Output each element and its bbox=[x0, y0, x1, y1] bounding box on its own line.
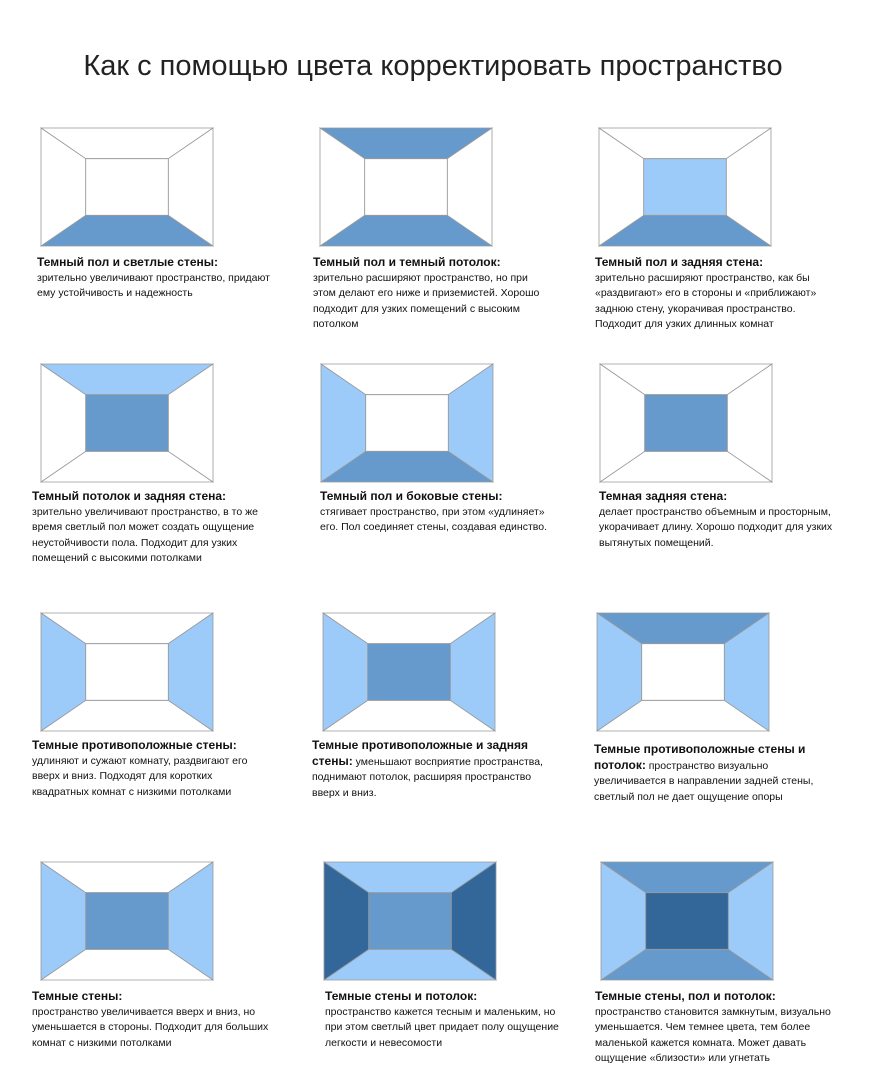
caption bbox=[325, 989, 565, 1051]
caption bbox=[595, 255, 835, 332]
room-diagram bbox=[322, 612, 496, 732]
room-diagram bbox=[40, 363, 214, 483]
caption-heading: Темный потолок и задняя стена: bbox=[32, 489, 227, 503]
caption bbox=[594, 742, 834, 805]
caption-text: пространство увеличивается вверх и вниз, но уменьшается в стороны. Подходит для больших комнат с низкими потолками bbox=[32, 1006, 269, 1049]
back-wall-surface bbox=[368, 644, 451, 701]
back-wall-surface bbox=[86, 644, 169, 701]
caption-heading: Темные противоположные стены и потолок: bbox=[594, 742, 806, 773]
room-diagram bbox=[600, 861, 774, 981]
page-title: Как с помощью цвета корректировать пространство bbox=[83, 50, 783, 82]
back-wall-surface bbox=[646, 893, 729, 950]
caption-text: уменьшают восприятие пространства, поднимают потолок, расширяя пространство вверх и вниз. bbox=[312, 756, 543, 799]
caption-heading: Темные противоположные стены: bbox=[32, 738, 237, 752]
room-diagram bbox=[40, 127, 214, 247]
caption-text: стягивает пространство, при этом «удлиняет» его. Пол соединяет стены, создавая единство. bbox=[320, 506, 548, 534]
caption-text: зрительно увеличивают пространство, придают ему устойчивость и надежность bbox=[37, 272, 270, 300]
caption bbox=[320, 489, 560, 536]
caption bbox=[37, 255, 277, 302]
room-diagram bbox=[40, 861, 214, 981]
back-wall-surface bbox=[86, 395, 169, 452]
room-diagram bbox=[320, 363, 494, 483]
caption-text: зрительно расширяют пространство, но при этом делают его ниже и приземистей. Хорошо подходит для узких помещений с высоким потолком bbox=[313, 272, 540, 330]
room-diagram bbox=[40, 612, 214, 732]
back-wall-surface bbox=[369, 893, 452, 950]
caption bbox=[32, 738, 272, 800]
caption-text: зрительно увеличивают пространство, в то же время светлый пол может создать ощущение неустойчивости пола. Подходит для узких помещений с высокими потолками bbox=[32, 506, 258, 564]
room-diagram bbox=[599, 363, 773, 483]
caption-heading: Темные стены, пол и потолок: bbox=[595, 989, 776, 1003]
back-wall-surface bbox=[642, 644, 725, 701]
caption bbox=[32, 489, 272, 566]
caption-text: зрительно расширяют пространство, как бы «раздвигают» его в стороны и «приближают» заднюю стену, укорачивая пространство. Подходит для узких длинных комнат bbox=[595, 272, 817, 330]
back-wall-surface bbox=[644, 159, 727, 216]
caption bbox=[313, 255, 553, 332]
caption-heading: Темные противоположные и задняя стены: bbox=[312, 738, 529, 769]
room-diagram bbox=[323, 861, 497, 981]
caption bbox=[32, 989, 272, 1051]
caption-heading: Темный пол и темный потолок: bbox=[313, 255, 501, 269]
caption-heading: Темные стены и потолок: bbox=[325, 989, 478, 1003]
caption-heading: Темный пол и светлые стены: bbox=[37, 255, 219, 269]
caption-text: пространство кажется тесным и маленьким, но при этом светлый цвет придает полу ощущение легкости и невесомости bbox=[325, 1006, 559, 1049]
room-diagram bbox=[319, 127, 493, 247]
room-diagram bbox=[598, 127, 772, 247]
caption-text: удлиняют и сужают комнату, раздвигают его вверх и вниз. Подходят для коротких квадратных комнат с низкими потолками bbox=[32, 755, 248, 798]
caption-heading: Темная задняя стена: bbox=[599, 489, 728, 503]
back-wall-surface bbox=[86, 893, 169, 950]
caption bbox=[312, 738, 552, 801]
caption-text: пространство визуально увеличивается в направлении задней стены, светлый пол не дает ощущение опоры bbox=[594, 760, 814, 803]
caption-heading: Темные стены: bbox=[32, 989, 123, 1003]
caption bbox=[599, 489, 839, 551]
back-wall-surface bbox=[645, 395, 728, 452]
back-wall-surface bbox=[365, 159, 448, 216]
room-diagram bbox=[596, 612, 770, 732]
caption-heading: Темный пол и боковые стены: bbox=[320, 489, 503, 503]
caption bbox=[595, 989, 835, 1066]
caption-text: делает пространство объемным и просторным, укорачивает длину. Хорошо подходит для узких вытянутых помещений. bbox=[599, 506, 833, 549]
caption-text: пространство становится замкнутым, визуально уменьшается. Чем темнее цвета, тем более маленькой кажется комната. Может давать ощущение «близости» или угнетать bbox=[595, 1006, 831, 1064]
back-wall-surface bbox=[86, 159, 169, 216]
back-wall-surface bbox=[366, 395, 449, 452]
caption-heading: Темный пол и задняя стена: bbox=[595, 255, 764, 269]
